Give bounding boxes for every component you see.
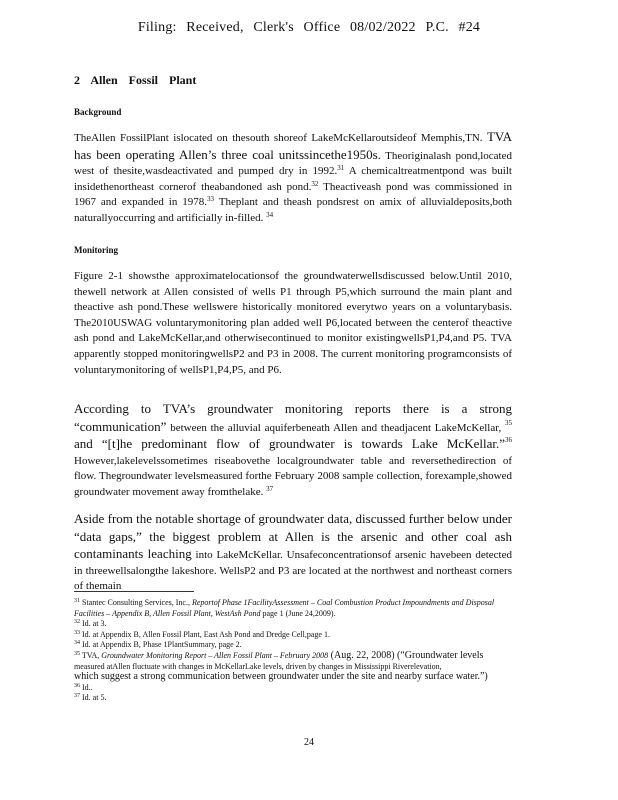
footnote-num-37: 37: [74, 693, 80, 700]
monitoring-heading: Monitoring: [74, 245, 118, 255]
footnote-num-34: 34: [74, 640, 80, 647]
footnote-num-31: 31: [74, 598, 80, 604]
footnote-33-text: Id. at Appendix B, Allen Fossil Plant, East Ash Pond and Dredge Cell,page 1.: [80, 629, 330, 639]
footnote-num-36: 36: [74, 682, 80, 689]
monitoring-text-f: into LakeMcKellar. Unsafeconcentrationsof arsenic havebeen detected in threewellsalongthe lakeshore. WellsP2 and P3 are located at the northwest and northeast corners of themain: [74, 549, 512, 593]
monitoring-paragraph-2: [74, 401, 512, 501]
background-text-1: TheAllen FossilPlant islocated on thesouth shoreof LakeMcKellaroutsideof Memphis,TN.: [74, 132, 483, 144]
footnote-36-text: Id..: [80, 682, 93, 692]
footnote-35-text-d: which suggest a strong communication between groundwater under the site and nearby surface water.”): [74, 671, 488, 683]
footnote-35: [74, 651, 514, 683]
footnote-31-text-a: Stantec Consulting Services, Inc.,: [80, 598, 192, 607]
footnote-35-text-a: TVA,: [80, 650, 102, 660]
footnote-num-32: 32: [74, 619, 80, 626]
footnotes: [74, 598, 514, 704]
background-text-3: Theoriginalash pond,located west of thesite,wasdeactivated and pumped dry in 1992.: [74, 149, 512, 178]
background-text-6: Theplant and theash pondsrest on amix of alluvialdeposits,both naturallyoccurring and artificially in-filled.: [74, 196, 512, 224]
monitoring-paragraph-3: [74, 511, 512, 595]
footnote-ref-33[interactable]: 33: [207, 195, 215, 204]
footnote-31: [74, 598, 514, 619]
footnote-ref-31[interactable]: 31: [337, 164, 345, 173]
page-number: 24: [304, 737, 314, 748]
monitoring-text-c: and “[t]he predominant flow of groundwater is towards Lake McKellar.”: [74, 436, 505, 452]
monitoring-text-d: However,lakelevelssometimes riseabovethe localgroundwater table and reversethedirection of flow. Thegroundwater levelsmeasured forthe February 2008 sample collection, forexample,showed groundwater movement away fromthelake.: [74, 454, 512, 498]
footnote-35-text-b: (Aug. 22, 2008) (“Groundwater levels: [328, 649, 484, 661]
background-text-2: TVA has been operating Allen’s three coal unitssincethe1950s.: [74, 129, 513, 162]
footnote-ref-32[interactable]: 32: [311, 179, 319, 188]
footnote-37: [74, 693, 514, 704]
monitoring-text-e: Aside from the notable shortage of groundwater data, discussed further below under “data gaps,” the biggest problem at Allen is the arsenic and other coal ash contaminants leaching: [74, 511, 512, 562]
footnote-num-33: 33: [74, 629, 80, 636]
footnote-31-title: Reportof Phase 1FacilityAssessment – Coal Combustion Product Impoundments and Disposal Facilities – Appendix B, Allen Fossil Plant, WestAsh Pond: [74, 598, 495, 618]
background-paragraph: [74, 129, 512, 227]
footnote-37-text: Id. at 5.: [80, 693, 107, 703]
footnote-35-title: Groundwater Monitoring Report – Allen Fossil Plant – February 2008: [101, 650, 329, 660]
background-text-4: A chemicaltreatmentpond was built insidethenortheast cornerof theabandoned ash pond.: [74, 165, 512, 193]
footnote-36: [74, 683, 514, 694]
background-heading: Background: [74, 107, 122, 117]
footnote-33: [74, 630, 514, 641]
footnote-32: [74, 619, 514, 630]
monitoring-text-b: between the alluvial aquiferbeneath Allen and theadjacent LakeMcKellar,: [166, 421, 502, 434]
footnote-34-text: Id. at Appendix B, Phase 1PlantSummary, page 2.: [80, 640, 242, 650]
footnote-31-text-b: page 1 (June 24,2009).: [260, 608, 336, 618]
footnote-separator: [74, 591, 194, 592]
monitoring-text-a: According to TVA’s groundwater monitoring reports there is a strong “communication”: [74, 401, 512, 434]
section-heading: 2 Allen Fossil Plant: [74, 73, 197, 87]
footnote-ref-34[interactable]: 34: [266, 210, 274, 219]
filing-header: Filing: Received, Clerk's Office 08/02/2022 P.C. #24: [137, 20, 481, 35]
monitoring-paragraph-1: Figure 2-1 showsthe approximatelocationsof the groundwaterwellsdiscussed below.Until 2010, thewell network at Allen consisted of wells P1 through P5,which surround the main plant and theactive ash pond.These wellswere historically monitored everytwo years on a voluntarybasis. The2010USWAG voluntarymonitoring plan added well P6,located between the centerof theactive ash pond and LakeMcKellar,and otherwisecontinued to monitor existingwellsP1,P4,and P5. TVA apparently stopped monitoringwellsP2 and P3 in 2008. The current monitoring programconsists of voluntarymonitoring of wellsP1,P4,P5, and P6.: [74, 270, 512, 376]
footnote-ref-37[interactable]: 37: [266, 484, 274, 493]
background-text-5: Theactiveash pond was commissioned in 1967 and expanded in 1978.: [74, 180, 512, 209]
footnote-35-text-c: measured atAllen fluctuate with changes in McKellarLake levels, driven by changes in Mississippi Riverelevation,: [74, 661, 442, 671]
footnote-32-text: Id. at 3.: [80, 619, 107, 629]
footnote-num-35: 35: [74, 650, 80, 657]
footnote-ref-35[interactable]: 35: [505, 418, 513, 427]
footnote-ref-36[interactable]: 36: [505, 436, 512, 445]
